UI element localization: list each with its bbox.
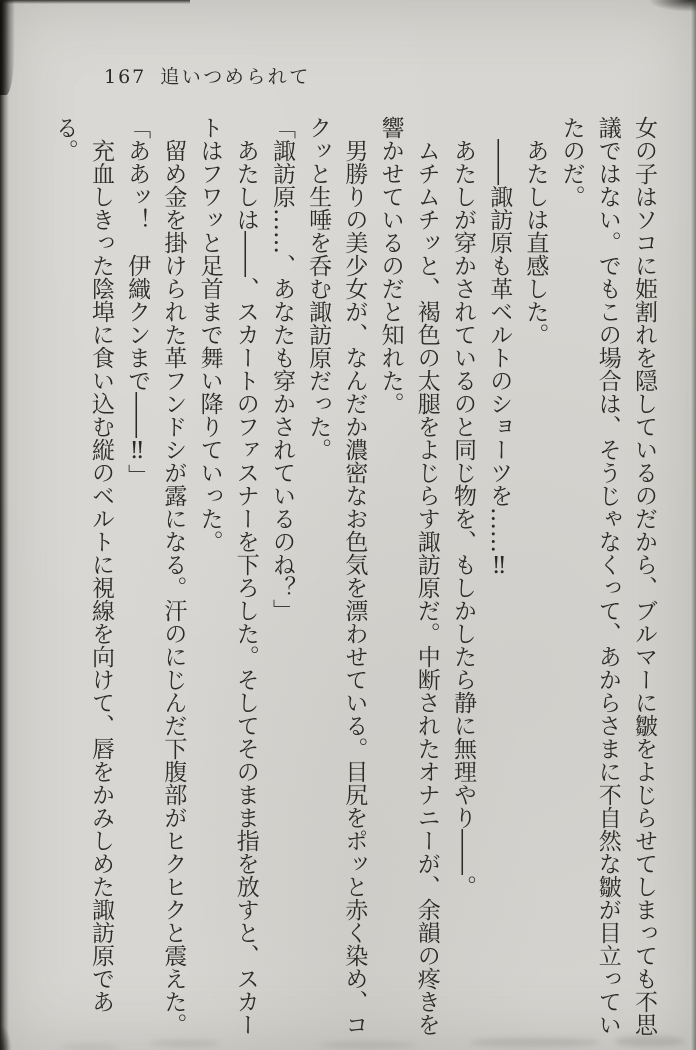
scan-artifact-left-edge (0, 0, 9, 1050)
text-column: 議ではない。でもこの場合は、そうじゃなくって、あからさまに不自然な皺が目立ってい (594, 116, 621, 1036)
text-column: あたしは――、スカートのファスナーを下ろした。そしてそのまま指を放すと、スカー (232, 139, 259, 1036)
text-column: 充血しきった陰埠に食い込む縦のベルトに視線を向けて、唇をかみしめた諏訪原である。 (51, 116, 114, 1013)
text-column: クッと生唾を呑む諏訪原だった。 (305, 116, 332, 461)
text-column: トはフワッと足首まで舞い降りていった。 (196, 116, 223, 553)
text-column: ――諏訪原も革ベルトのショーツを……‼ (486, 139, 513, 579)
scan-artifact-top-edge (0, 0, 190, 4)
text-column: 女の子はソコに姫割れを隠しているのだから、ブルマーに皺をよじらせてしまっても不思 (631, 116, 657, 1036)
text-column: 留め金を掛けられた革フンドシが露になる。汗のにじんだ下腹部がヒクヒクと震えた。 (160, 139, 187, 1036)
scan-artifact-bottom-left-corner (0, 1024, 12, 1050)
text-column: あたしは直感した。 (522, 139, 549, 346)
page-number: 167 (104, 66, 147, 88)
scan-artifact-right-edge (691, 0, 696, 1050)
text-column: 響かせているのだと知れた。 (377, 116, 404, 415)
text-column: 「諏訪原……、あなたも穿かされているのね？」 (268, 116, 295, 622)
scan-artifact-left-top-corner (0, 0, 15, 95)
text-column: あたしが穿かされているのと同じ物を、もしかしたら静に無理やり――。 (449, 139, 476, 898)
text-column: 「ああッ！ 伊織クンまで――‼」 (124, 116, 151, 487)
scan-artifact-top-right-corner (648, 0, 696, 12)
text-columns (47, 116, 662, 1046)
running-title: 追いつめられて (160, 66, 311, 88)
text-column: ムチムチッと、褐色の太腿をよじらす諏訪原だ。中断されたオナニーが、余韻の疼きを (413, 139, 440, 1036)
text-column: たのだ。 (558, 116, 585, 208)
page-header (104, 62, 311, 89)
text-column: 男勝りの美少女が、なんだか濃密なお色気を漂わせている。目尻をポッと赤く染め、コ (341, 139, 368, 1036)
